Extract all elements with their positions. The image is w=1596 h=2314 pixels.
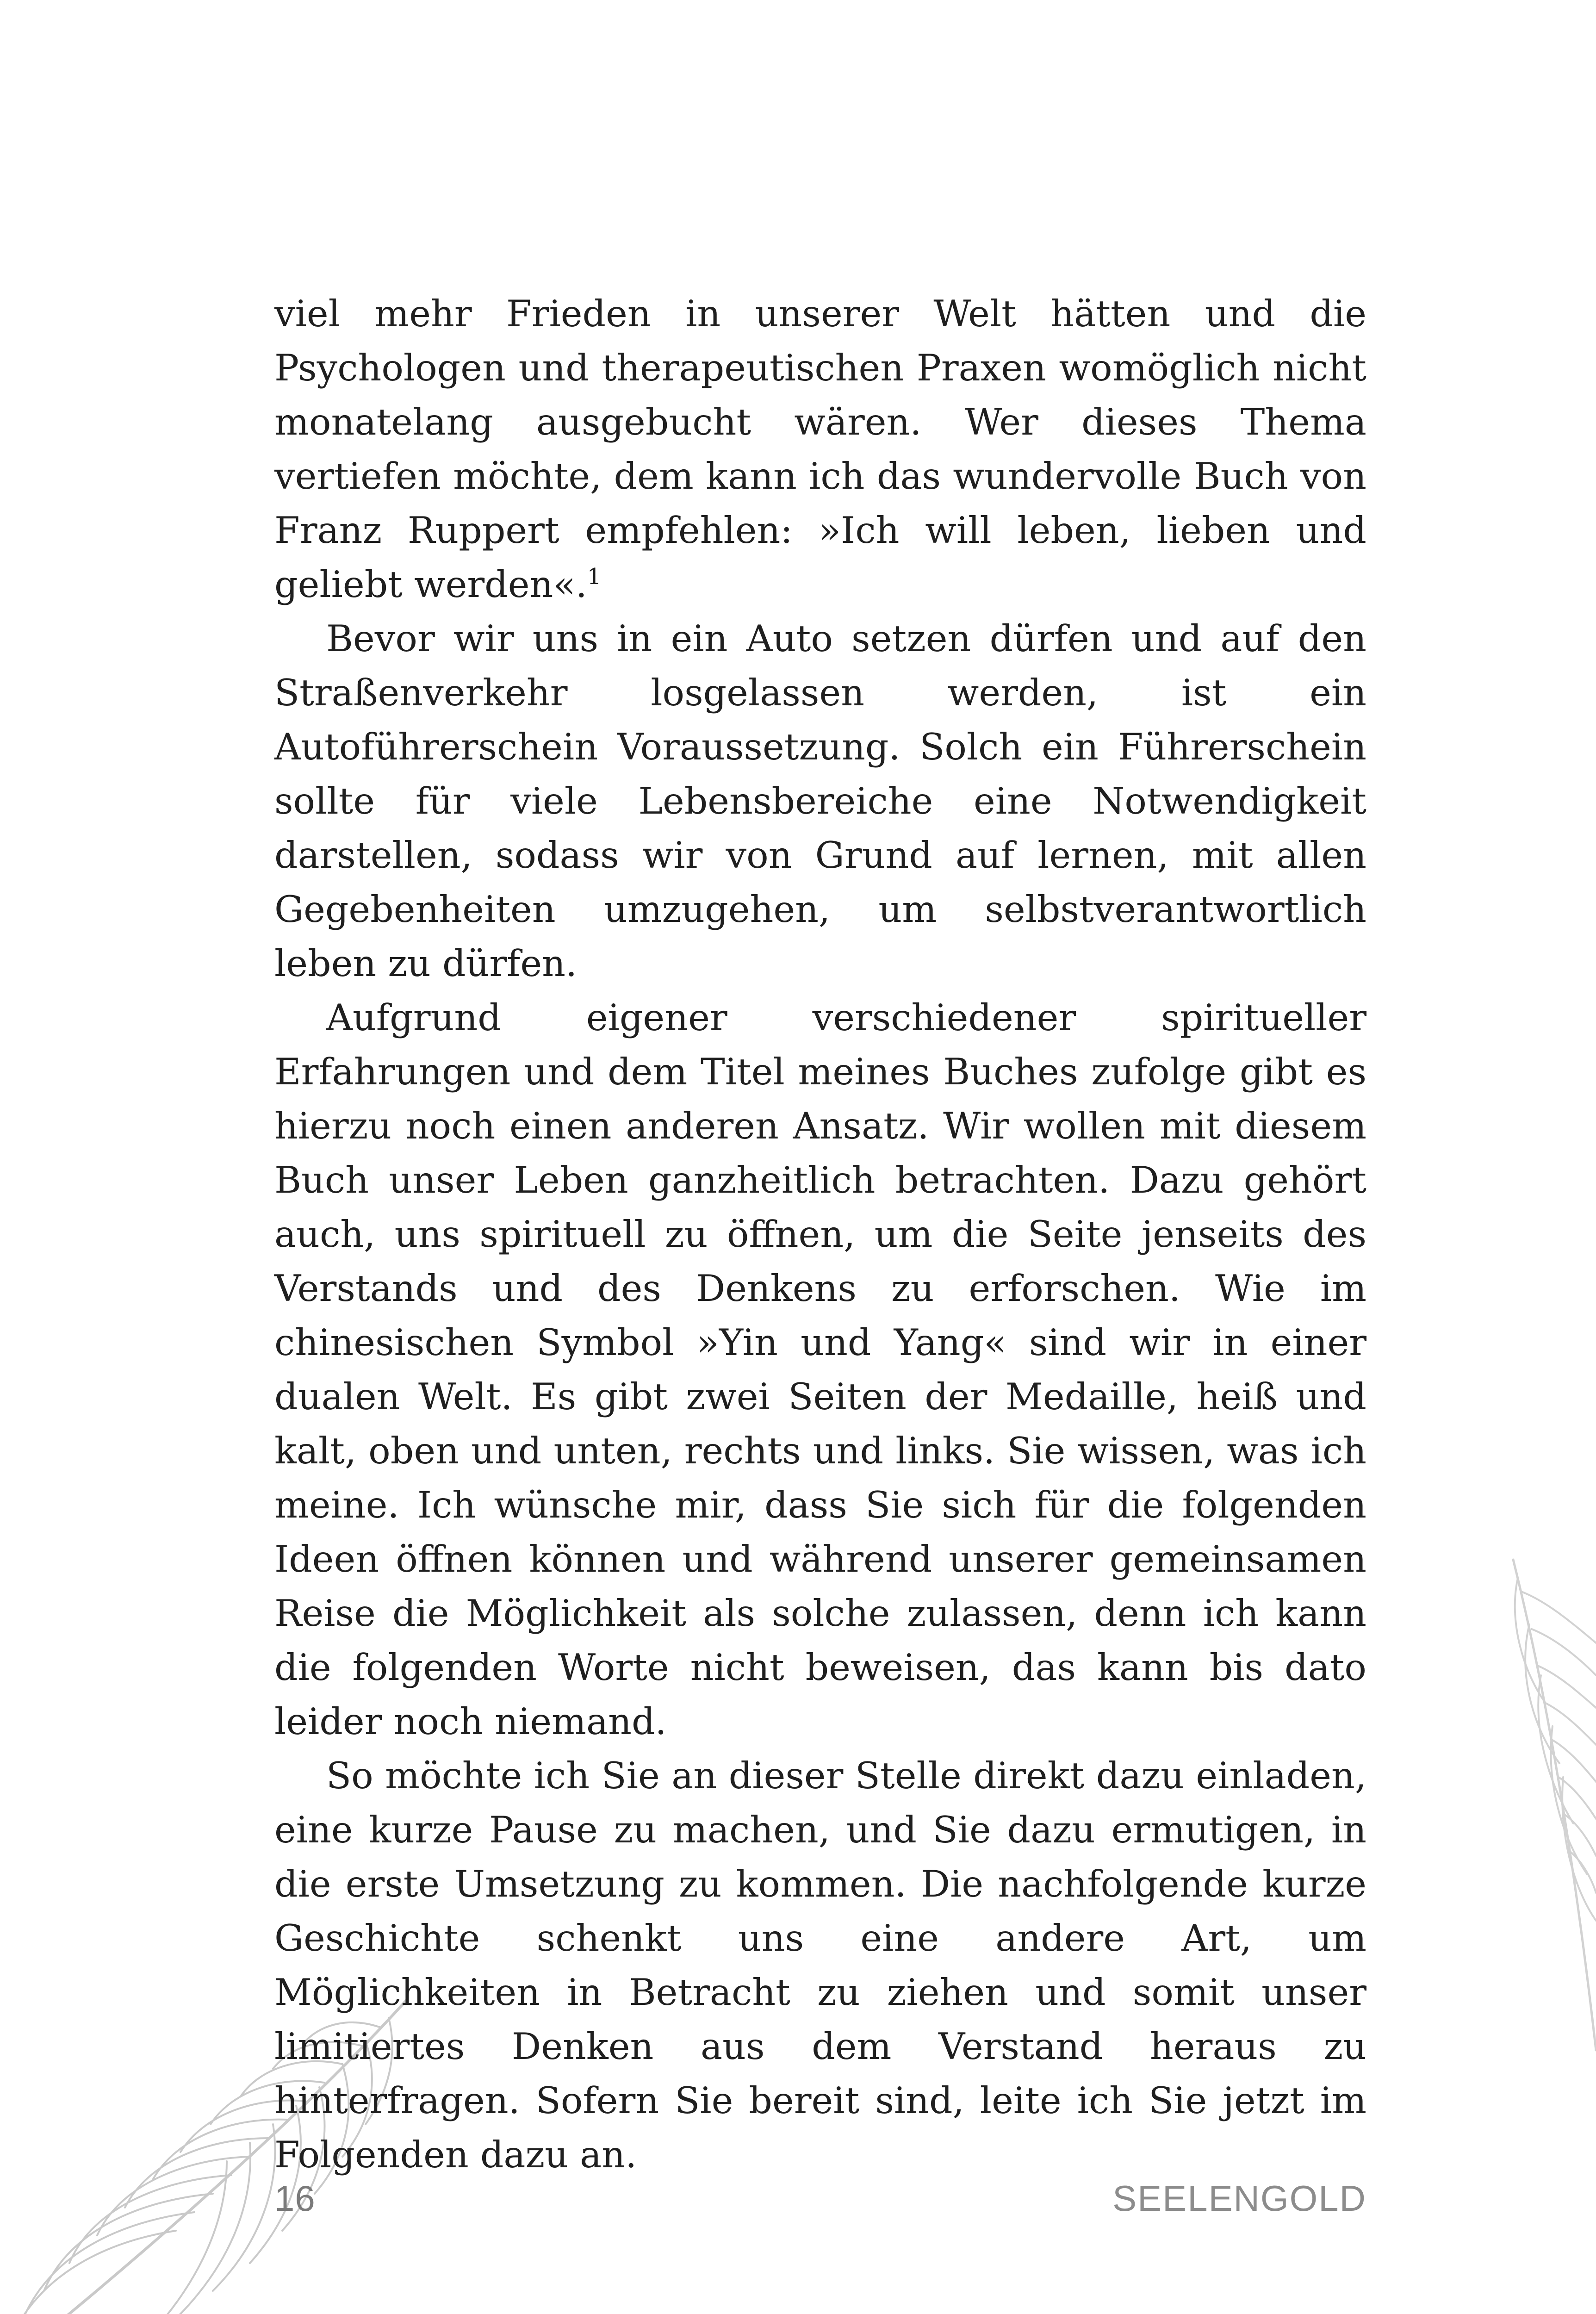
paragraph-2: Bevor wir uns in ein Auto setzen dürfen und auf den Straßenverkehr losgelassen werden, ist ein Autoführerschein Voraussetzung. Solch ein Führerschein sollte für viele Lebensbereiche eine Notwendigkeit darstellen, sodass wir von Grund auf lernen, mit allen Gegebenheiten umzugehen, um selbstverantwortlich leben zu dürfen. xyxy=(274,617,1366,985)
page-number: 16 xyxy=(274,2178,316,2219)
footnote-reference[interactable]: 1 xyxy=(587,564,602,590)
body-text xyxy=(274,287,1366,2182)
paragraph-1 xyxy=(274,287,1366,612)
feather-icon xyxy=(1504,1550,1596,2059)
paragraph-1-text: viel mehr Frieden in unserer Welt hätten und die Psychologen und therapeutischen Praxen womöglich nicht monatelang ausgebucht wären. Wer dieses Thema vertiefen möchte, dem kann ich das wundervolle Buch von Franz Ruppert empfehlen: »Ich will leben, lieben und geliebt werden«. xyxy=(274,292,1366,606)
paragraph-3: Aufgrund eigener verschiedener spiritueller Erfahrungen und dem Titel meines Buches zufolge gibt es hierzu noch einen anderen Ansatz. Wir wollen mit diesem Buch unser Leben ganzheitlich betrachten. Dazu gehört auch, uns spirituell zu öffnen, um die Seite jenseits des Verstands und des Denkens zu erforschen. Wie im chinesischen Symbol »Yin und Yang« sind wir in einer dualen Welt. Es gibt zwei Seiten der Medaille, heiß und kalt, oben und unten, rechts und links. Sie wissen, was ich meine. Ich wünsche mir, dass Sie sich für die folgenden Ideen öffnen können und während unserer gemeinsamen Reise die Möglichkeit als solche zulassen, denn ich kann die folgenden Worte nicht beweisen, das kann bis dato leider noch niemand. xyxy=(274,996,1366,1743)
running-title: SEELENGOLD xyxy=(1112,2178,1366,2219)
paragraph-4: So möchte ich Sie an dieser Stelle direkt dazu einladen, eine kurze Pause zu machen, und Sie dazu ermutigen, in die erste Umsetzung zu kommen. Die nachfolgende kurze Geschichte schenkt uns eine andere Art, um Möglichkeiten in Betracht zu ziehen und somit unser limitiertes Denken aus dem Verstand heraus zu hinterfragen. Sofern Sie bereit sind, leite ich Sie jetzt im Folgenden dazu an. xyxy=(274,1754,1366,2176)
